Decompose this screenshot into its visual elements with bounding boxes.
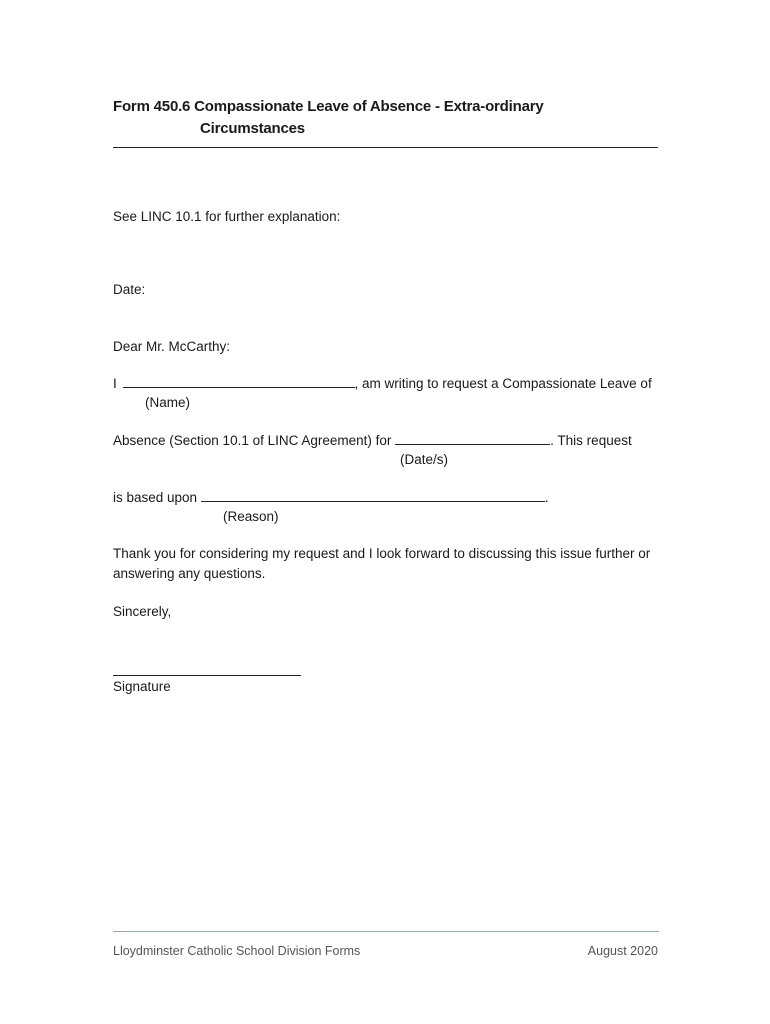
footer-organization: Lloydminster Catholic School Division Forms <box>113 944 361 958</box>
absence-line <box>113 431 632 451</box>
title-divider <box>113 147 658 148</box>
sign-off: Sincerely, <box>113 604 172 619</box>
request-line-suffix: , am writing to request a Compassionate Leave of <box>354 376 652 391</box>
footer-divider <box>113 931 659 932</box>
dates-blank-field[interactable] <box>395 431 550 445</box>
reason-caption: (Reason) <box>223 509 279 524</box>
closing-paragraph: Thank you for considering my request and I look forward to discussing this issue further or answering any questions. <box>113 546 651 581</box>
name-blank-field[interactable] <box>123 374 355 388</box>
name-caption: (Name) <box>145 395 191 410</box>
reason-line <box>113 488 549 508</box>
reason-line-suffix: . <box>544 490 549 505</box>
request-line <box>113 374 652 394</box>
form-title-line2: Circumstances <box>200 120 305 137</box>
see-linc-text: See LINC 10.1 for further explanation: <box>113 209 341 224</box>
form-title-line1: Form 450.6 Compassionate Leave of Absence - Extra-ordinary <box>113 98 544 115</box>
dates-caption: (Date/s) <box>400 452 449 467</box>
request-line-prefix: I <box>113 376 117 391</box>
reason-line-prefix: is based upon <box>113 490 198 505</box>
date-label: Date: <box>113 282 146 297</box>
absence-line-prefix: Absence (Section 10.1 of LINC Agreement) for <box>113 433 392 448</box>
signature-blank-field[interactable] <box>113 675 301 676</box>
salutation: Dear Mr. McCarthy: <box>113 339 231 354</box>
signature-label: Signature <box>113 679 171 694</box>
form-title <box>113 96 658 140</box>
footer-date: August 2020 <box>587 944 658 958</box>
absence-line-suffix: . This request <box>550 433 632 448</box>
reason-blank-field[interactable] <box>201 488 545 502</box>
